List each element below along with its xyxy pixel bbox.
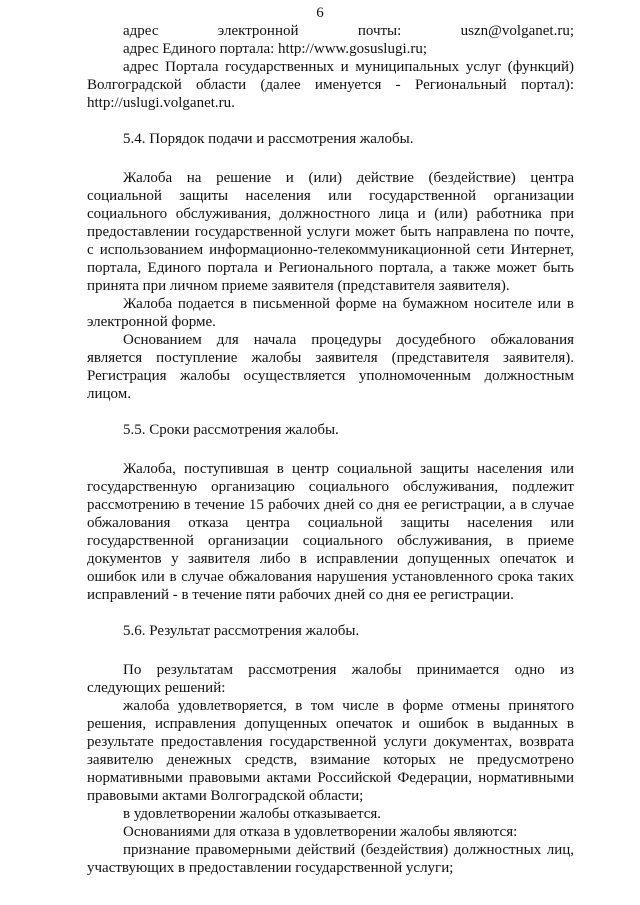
paragraph-5-5-1: Жалоба, поступившая в центр социальной защиты населения или государственную организацию социального обслуживания, подлежит рассмотрению в течение 15 рабочих дней со дня ее регистрации, а в случае обжалования отказа центра социальной защиты населения или государственной организации социального обслуживания, в приеме документов у заявителя либо в исправлении допущенных опечаток и ошибок или в случае обжалования нарушения установленного срока таких исправлений - в течение пяти рабочих дней со дня ее регистрации. xyxy=(87,461,574,603)
paragraph-5-4-1: Жалоба на решение и (или) действие (бездействие) центра социальной защиты населения или государственной организации социального обслуживания, должностного лица и (или) работника при предоставлении государственной услуги может быть направлена по почте, с использованием информационно-телекоммуникационной сети Интернет, портала, Единого портала и Регионального портала, а также может быть принята при личном приеме заявителя (представителя заявителя). xyxy=(87,170,574,294)
paragraph-5-6-4: Основаниями для отказа в удовлетворении жалобы являются: xyxy=(123,824,518,840)
page-number: 6 xyxy=(316,5,324,21)
paragraph-5-4-2: Жалоба подается в письменной форме на бумажном носителе или в электронной форме. xyxy=(87,296,574,330)
paragraph-5-4-3: Основанием для начала процедуры досудебного обжалования является поступление жалобы заявителя (представителя заявителя). Регистрация жалобы осуществляется уполномоченным должностным лицом. xyxy=(87,332,574,402)
email-address-line: адрес электронной почты: uszn@volganet.ru; xyxy=(123,23,574,39)
paragraph-5-6-3: в удовлетворении жалобы отказывается. xyxy=(123,806,381,822)
paragraph-5-6-2: жалоба удовлетворяется, в том числе в форме отмены принятого решения, исправления допущенных опечаток и ошибок в выданных в результате предоставления государственной услуги документах, возврата заявителю денежных средств, взимание которых не предусмотрено нормативными правовыми актами Российской Федерации, нормативными правовыми актами Волгоградской области; xyxy=(87,698,574,804)
section-heading-5-6: 5.6. Результат рассмотрения жалобы. xyxy=(123,623,360,639)
section-heading-5-4: 5.4. Порядок подачи и рассмотрения жалобы. xyxy=(123,131,414,147)
paragraph-5-6-1: По результатам рассмотрения жалобы принимается одно из следующих решений: xyxy=(87,662,574,696)
document-body xyxy=(87,22,574,877)
unified-portal-line: адрес Единого портала: http://www.gosuslugi.ru; xyxy=(123,41,428,57)
regional-portal-paragraph: адрес Портала государственных и муниципальных услуг (функций) Волгоградской области (далее именуется - Региональный портал): http://uslugi.volganet.ru. xyxy=(87,59,574,111)
paragraph-5-6-5: признание правомерными действий (бездействия) должностных лиц, участвующих в предоставлении государственной услуги; xyxy=(87,842,574,876)
section-heading-5-5: 5.5. Сроки рассмотрения жалобы. xyxy=(123,422,339,438)
